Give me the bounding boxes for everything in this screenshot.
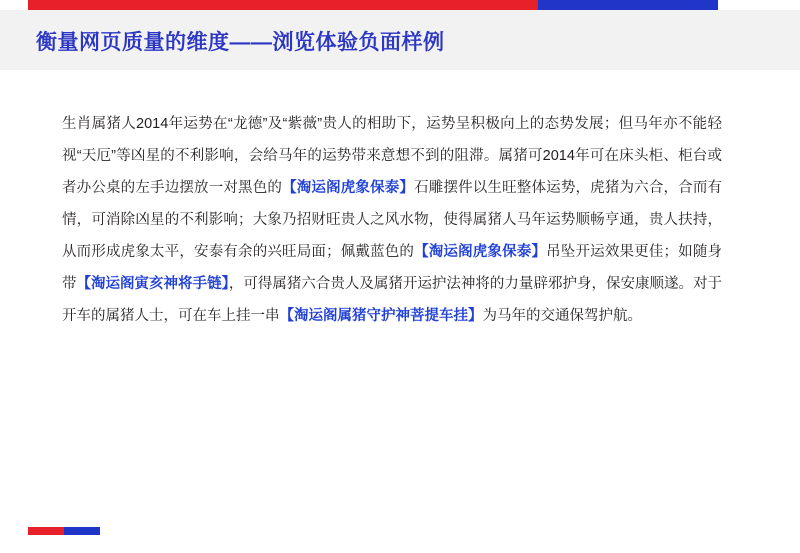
top-decoration: [0, 0, 800, 10]
paragraph-run: 石雕摆件以生旺整体运势，虎猪为六合，合而有情，可消除凶星的不利影响；大象乃招财旺贵人之风水物，使得属猪人马年运势顺畅亨通，贵人扶持，从而形成虎象太平，安泰有余的兴旺局面；佩戴蓝色的: [62, 180, 723, 260]
paragraph-run: 吊坠开运效果更佳；如随身带: [62, 244, 723, 292]
paragraph-run: 生肖属猪人2014年运势在“龙德”及“紫薇”贵人的相助下，运势呈积极向上的态势发展；但马年亦不能轻视“天厄”等凶星的不利影响，会给马年的运势带来意想不到的阻滞。属猪可2014年可在床头柜、柜台或者办公桌的左手边摆放一对黑色的: [62, 116, 722, 196]
body-paragraph: [62, 108, 722, 332]
keyword-link[interactable]: 【淘运阁虎象保泰】: [282, 180, 415, 196]
paragraph-run: 为马年的交通保驾护航。: [482, 308, 642, 324]
paragraph-run: ，可得属猪六合贵人及属猪开运护法神将的力量辟邪护身，保安康顺遂。对于开车的属猪人士，可在车上挂一串: [62, 276, 723, 324]
page-title: 衡量网页质量的维度——浏览体验负面样例: [36, 31, 445, 54]
keyword-link[interactable]: 【淘运阁虎象保泰】: [414, 244, 547, 260]
keyword-link[interactable]: 【淘运阁寅亥神将手链】: [76, 276, 229, 292]
top-bar-blue: [538, 0, 718, 10]
footer-band: [0, 505, 800, 553]
bottom-bar-blue: [64, 527, 100, 535]
keyword-link[interactable]: 【淘运阁属猪守护神菩提车挂】: [279, 308, 483, 324]
bottom-bar-red: [28, 527, 64, 535]
top-bar-red: [28, 0, 538, 10]
